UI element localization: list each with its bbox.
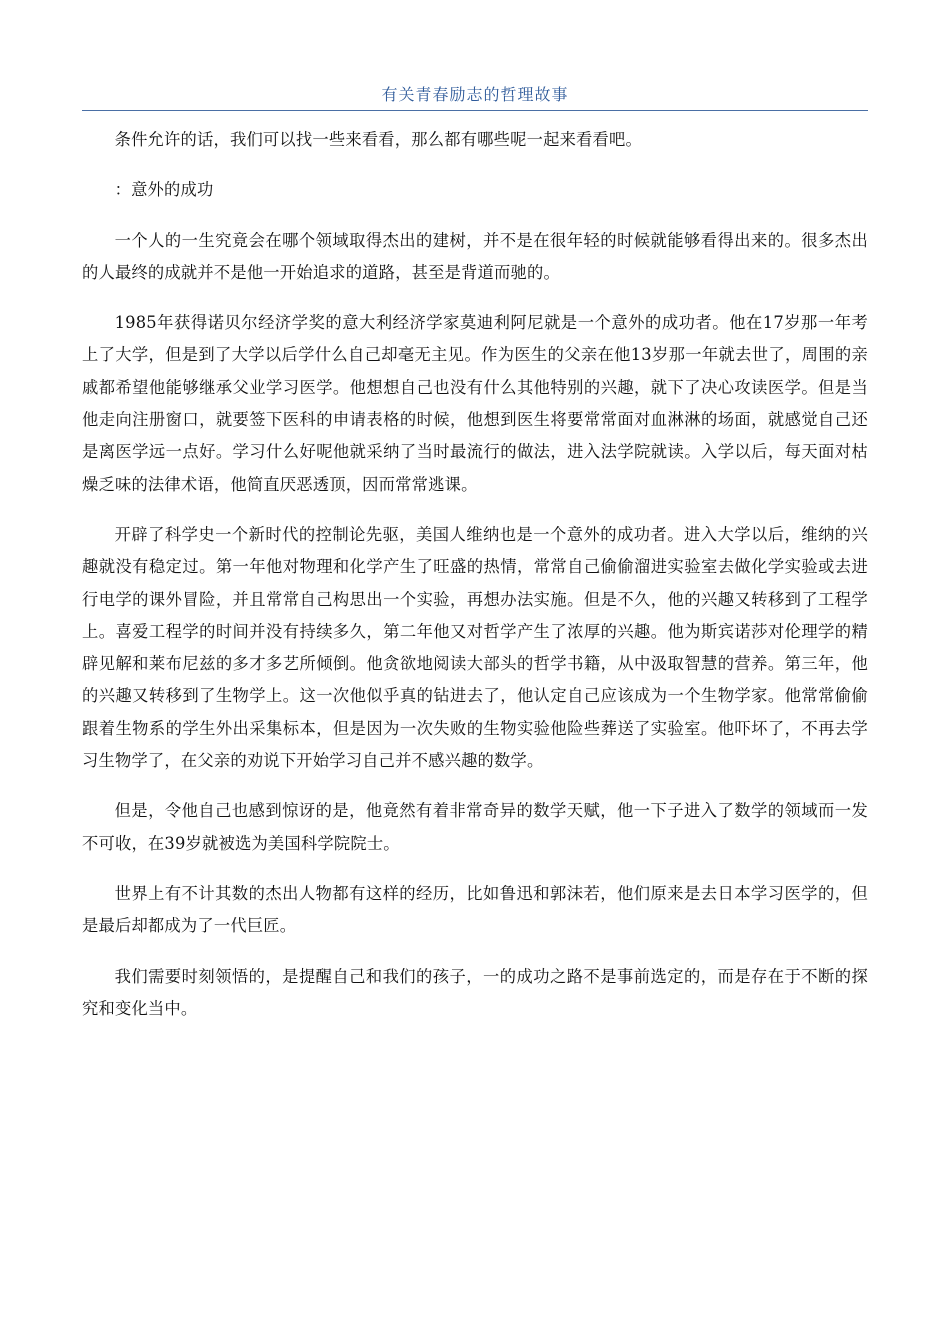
paragraph: 一个人的一生究竟会在哪个领域取得杰出的建树，并不是在很年轻的时候就能够看得出来的。很多杰出的人最终的成就并不是他一开始追求的道路，甚至是背道而驰的。 xyxy=(82,230,868,282)
section-heading: ：意外的成功 xyxy=(114,180,214,200)
header-title: 有关青春励志的哲理故事 xyxy=(381,85,569,104)
paragraph: 1985年获得诺贝尔经济学奖的意大利经济学家莫迪利阿尼就是一个意外的成功者。他在17岁那一年考上了大学，但是到了大学以后学什么自己却毫无主见。作为医生的父亲在他13岁那一年就去世了，周围的亲戚都希望他能够继承父业学习医学。他想想自己也没有什么其他特别的兴趣，就下了决心攻读医学。但是当他走向注册窗口，就要签下医科的申请表格的时候，他想到医生将要常常面对血淋淋的场面，就感觉自己还是离医学远一点好。学习什么好呢他就采纳了当时最流行的做法，进入法学院就读。入学以后，每天面对枯燥乏味的法律术语，他简直厌恶透顶，因而常常逃课。 xyxy=(82,313,868,494)
document-body xyxy=(82,124,868,1043)
paragraph: 开辟了科学史一个新时代的控制论先驱，美国人维纳也是一个意外的成功者。进入大学以后，维纳的兴趣就没有稳定过。第一年他对物理和化学产生了旺盛的热情，常常自己偷偷溜进实验室去做化学实验或去进行电学的课外冒险，并且常常自己构思出一个实验，再想办法实施。但是不久，他的兴趣又转移到了工程学上。喜爱工程学的时间并没有持续多久，第二年他又对哲学产生了浓厚的兴趣。他为斯宾诺莎对伦理学的精辟见解和莱布尼兹的多才多艺所倾倒。他贪欲地阅读大部头的哲学书籍，从中汲取智慧的营养。第三年，他的兴趣又转移到了生物学上。这一次他似乎真的钻进去了，他认定自己应该成为一个生物学家。他常常偷偷跟着生物系的学生外出采集标本，但是因为一次失败的生物实验他险些葬送了实验室。他吓坏了，不再去学习生物学了，在父亲的劝说下开始学习自己并不感兴趣的数学。 xyxy=(82,524,868,771)
paragraph: 世界上有不计其数的杰出人物都有这样的经历，比如鲁迅和郭沫若，他们原来是去日本学习医学的，但是最后却都成为了一代巨匠。 xyxy=(82,883,868,936)
paragraph: 但是，令他自己也感到惊讶的是，他竟然有着非常奇异的数学天赋，他一下子进入了数学的领域而一发不可收，在39岁就被选为美国科学院院士。 xyxy=(82,801,868,853)
paragraph-intro: 条件允许的话，我们可以找一些来看看，那么都有哪些呢一起来看看吧。 xyxy=(114,130,642,149)
paragraph-conclusion: 我们需要时刻领悟的，是提醒自己和我们的孩子，一的成功之路不是事前选定的，而是存在于不断的探究和变化当中。 xyxy=(82,966,868,1018)
page-header xyxy=(82,84,868,111)
